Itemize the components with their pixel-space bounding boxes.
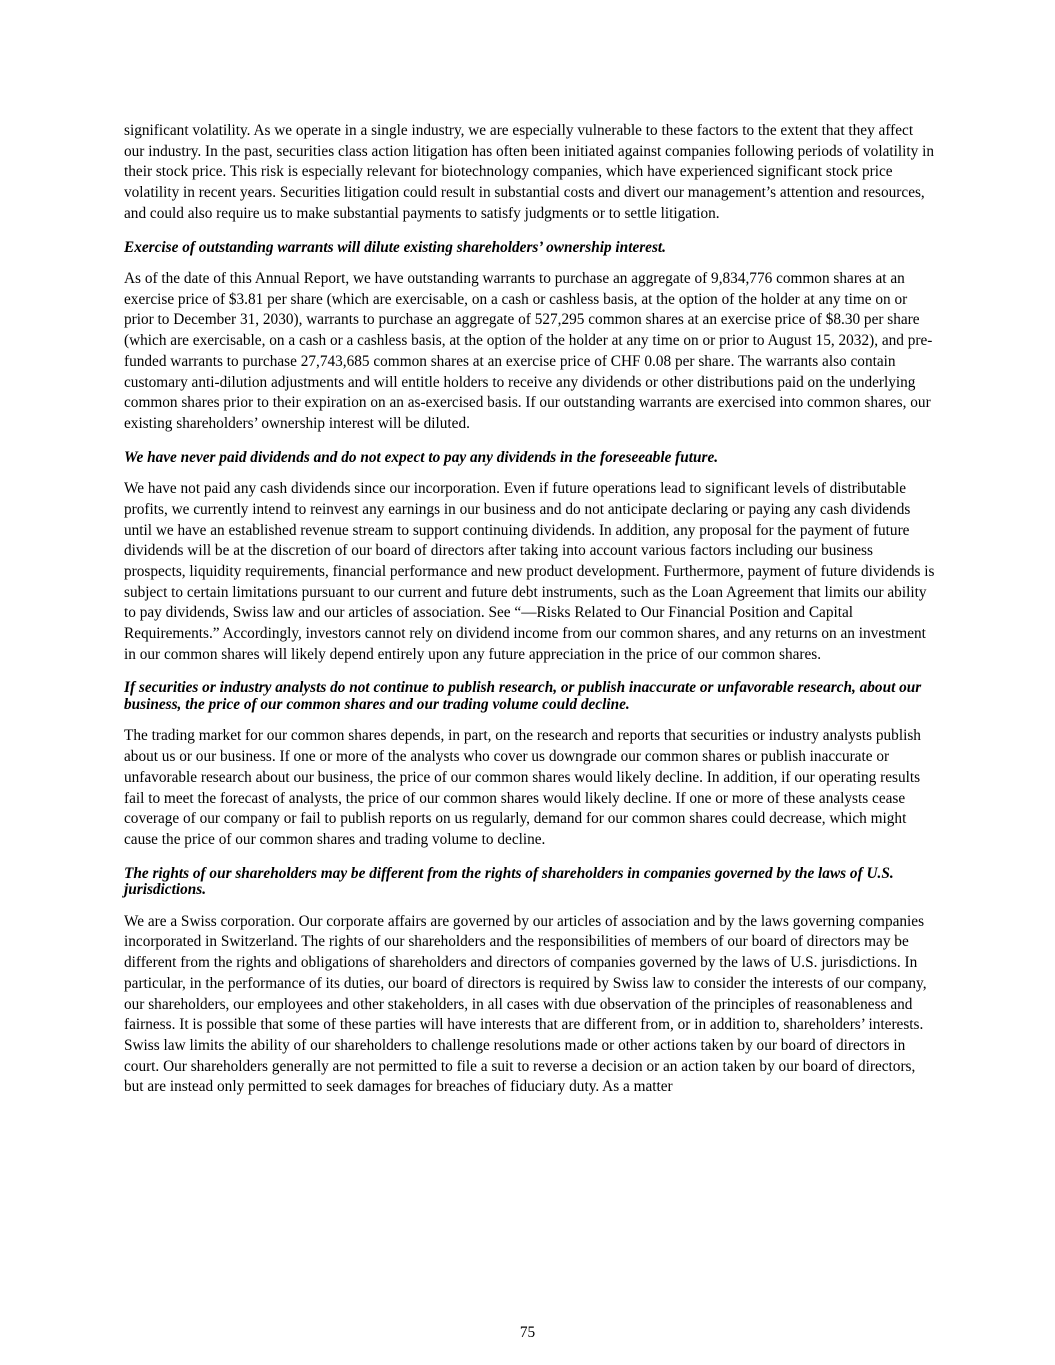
risk-factor-heading-dividends: We have never paid dividends and do not expect to pay any dividends in the foreseeable future.: [124, 448, 719, 466]
risk-factor-body-analysts: The trading market for our common shares depends, in part, on the research and reports that securities or industry analysts publish about us or our business. If one or more of the analysts who cover us downgrade our common shares or publish inaccurate or unfavorable research about our business, the price of our common shares would likely decline. In addition, if our operating results fail to meet the forecast of analysts, the price of our common shares would likely decline. If one or more of these analysts cease coverage of our company or fail to publish reports on us regularly, demand for our common shares could decrease, which might cause the price of our common shares and trading volume to decline.: [124, 727, 921, 848]
risk-factor-heading-shareholder-rights: The rights of our shareholders may be different from the rights of shareholders in companies governed by the laws of U.S. jurisdictions.: [124, 864, 894, 899]
risk-factor-body-dividends: We have not paid any cash dividends since our incorporation. Even if future operations lead to significant levels of distributable profits, we currently intend to reinvest any earnings in our business and do not anticipate declaring or paying any cash dividends until we have an established revenue stream to support continuing dividends. In addition, any proposal for the payment of future dividends will be at the discretion of our board of directors after taking into account various factors including our business prospects, liquidity requirements, financial performance and new product development. Furthermore, payment of future dividends is subject to certain limitations pursuant to our current and future debt instruments, such as the Loan Agreement that limits our ability to pay dividends, Swiss law and our articles of association. See “—Risks Related to Our Financial Position and Capital Requirements.” Accordingly, investors cannot rely on dividend income from our common shares, and any returns on an investment in our common shares will likely depend entirely upon any future appreciation in the price of our common shares.: [124, 480, 935, 663]
page-number: 75: [519, 1324, 536, 1341]
page-body: [124, 121, 936, 1113]
intro-paragraph: significant volatility. As we operate in a single industry, we are especially vulnerable to these factors to the extent that they affect our industry. In the past, securities class action litigation has often been initiated against companies following periods of volatility in their stock price. This risk is especially relevant for biotechnology companies, which have experienced significant stock price volatility in recent years. Securities litigation could result in substantial costs and divert our management’s attention and resources, and could also require us to make substantial payments to satisfy judgments or to settle litigation.: [124, 122, 934, 222]
risk-factor-body-shareholder-rights: We are a Swiss corporation. Our corporate affairs are governed by our articles of association and by the laws governing companies incorporated in Switzerland. The rights of our shareholders and the responsibilities of members of our board of directors may be different from the rights and obligations of shareholders and directors of companies governed by the laws of U.S. jurisdictions. In particular, in the performance of its duties, our board of directors is required by Swiss law to consider the interests of our company, our shareholders, our employees and other stakeholders, in all cases with due observation of the principles of reasonableness and fairness. It is possible that some of these parties will have interests that are different from, or in addition to, shareholders’ interests. Swiss law limits the ability of our shareholders to challenge resolutions made or other actions taken by our board of directors in court. Our shareholders generally are not permitted to file a suit to reverse a decision or an action taken by our board of directors, but are instead only permitted to seek damages for breaches of fiduciary duty. As a matter: [124, 912, 927, 1096]
risk-factor-heading-warrants: Exercise of outstanding warrants will dilute existing shareholders’ ownership interest.: [124, 238, 667, 256]
risk-factor-body-warrants: As of the date of this Annual Report, we have outstanding warrants to purchase an aggregate of 9,834,776 common shares at an exercise price of $3.81 per share (which are exercisable, on a cash or cashless basis, at the option of the holder at any time on or prior to December 31, 2030), warrants to purchase an aggregate of 527,295 common shares at an exercise price of $8.30 per share (which are exercisable, on a cash or a cashless basis, at the option of the holder at any time on or prior to August 15, 2032), and pre-funded warrants to purchase 27,743,685 common shares at an exercise price of CHF 0.08 per share. The warrants also contain customary anti-dilution adjustments and will entitle holders to receive any dividends or other distributions paid on the underlying common shares prior to their expiration on an as-exercised basis. If our outstanding warrants are exercised into common shares, our existing shareholders’ ownership interest will be diluted.: [124, 270, 933, 432]
risk-factor-heading-analysts: If securities or industry analysts do not continue to publish research, or publish inaccurate or unfavorable research, about our business, the price of our common shares and our trading volume could decline.: [124, 679, 922, 713]
